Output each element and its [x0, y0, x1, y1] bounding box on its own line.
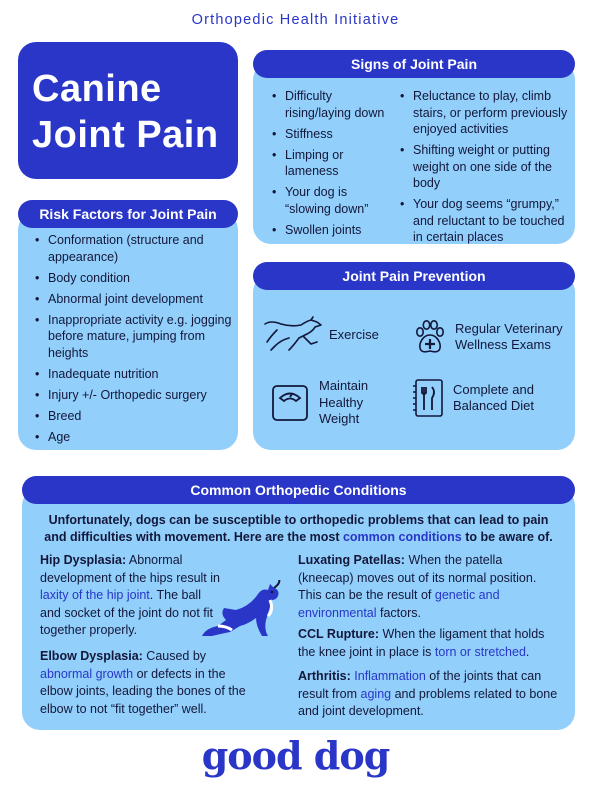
aging-link[interactable]: aging [360, 686, 392, 701]
vet-label: Regular Veterinary Wellness Exams [455, 320, 563, 352]
patella-link[interactable]: genetic and environmental [298, 588, 500, 620]
signs-card [253, 62, 575, 244]
elbow-dysplasia-title: Elbow Dysplasia: [40, 649, 143, 663]
list-item: • Body condition [34, 270, 232, 287]
hip-dysplasia-text: Hip Dysplasia: Abnormal development of the hips result in laxity of the hip joint. The ball and socket of the joint do not fit together properly. [40, 553, 220, 637]
list-item: • Age [34, 429, 232, 446]
title-banner [18, 42, 238, 179]
title-line-2: Joint Pain [32, 114, 219, 156]
risk-heading: Risk Factors for Joint Pain [18, 200, 238, 228]
prevention-weight [271, 378, 379, 428]
initiative-label: Orthopedic Health Initiative [191, 12, 400, 28]
weight-label: Maintain Healthy Weight [319, 378, 369, 426]
prevention-diet [413, 378, 545, 418]
list-item: • Conformation (structure and appearance) [34, 232, 232, 265]
ccl-rupture-title: CCL Rupture: [298, 627, 380, 641]
list-item: • Your dog is “slowing down” [271, 184, 391, 217]
ccl-link[interactable]: torn or stretched [434, 644, 526, 659]
signs-list-left [271, 88, 391, 243]
elbow-dysplasia-text: Elbow Dysplasia: Caused by abnormal growth or defects in the elbow joints, leading the bones of the elbow to not “fit together” well. [40, 649, 246, 716]
hip-link[interactable]: laxity of the hip joint [40, 588, 150, 602]
list-item: • Limping or lameness [271, 147, 391, 180]
paw-cross-icon [411, 318, 449, 356]
prevention-heading: Joint Pain Prevention [253, 262, 575, 290]
conditions-intro: Unfortunately, dogs can be susceptible to orthopedic problems that can lead to pain and difficulties with movement. Here are the most common conditions to be aware of. [44, 513, 553, 544]
list-item: • Inadequate nutrition [34, 366, 232, 383]
list-item: • Abnormal joint development [34, 291, 232, 308]
list-item: • Inappropriate activity e.g. jogging before mature, jumping from heights [34, 312, 232, 362]
luxating-patellas-text: Luxating Patellas: When the patella (kneecap) moves out of its normal position. This can be the result of genetic and environmental factors. [298, 553, 537, 620]
common-conditions-link[interactable]: common conditions [342, 530, 462, 544]
scale-icon [271, 384, 309, 422]
list-item: • Breed [34, 408, 232, 425]
good-dog-logo: good dog [201, 733, 390, 778]
prevention-vet [411, 318, 571, 356]
arthritis-title: Arthritis: [298, 669, 351, 683]
prevention-exercise [263, 316, 379, 354]
conditions-heading: Common Orthopedic Conditions [22, 476, 575, 504]
list-item: • Stiffness [271, 126, 391, 143]
running-dog-icon [263, 316, 325, 354]
hip-dysplasia-title: Hip Dysplasia: [40, 553, 127, 567]
list-item: • Swollen joints [271, 222, 391, 239]
ccl-rupture-text: CCL Rupture: When the ligament that holds the knee joint in place is torn or stretched. [298, 627, 545, 659]
arthritis-text: Arthritis: Inflammation of the joints that can result from aging and problems related to bone and joint development. [298, 669, 558, 718]
risk-card [18, 212, 238, 450]
diet-label: Complete and Balanced Diet [453, 381, 534, 413]
luxating-patellas-title: Luxating Patellas: [298, 553, 405, 567]
conditions-card [22, 488, 575, 730]
title-line-1: Canine [32, 68, 162, 110]
list-item: • Reluctance to play, climb stairs, or perform previously enjoyed activities [399, 88, 569, 138]
inflammation-link[interactable]: Inflammation [354, 669, 426, 683]
menu-utensils-icon [413, 378, 445, 418]
risk-list [34, 232, 232, 450]
exercise-label: Exercise [329, 326, 379, 342]
signs-heading: Signs of Joint Pain [253, 50, 575, 78]
list-item: • Your dog seems “grumpy,” and reluctant to be touched in certain places [399, 196, 569, 244]
list-item: • Shifting weight or putting weight on one side of the body [399, 142, 569, 192]
stretching-dog-icon [196, 580, 282, 642]
signs-list-right [399, 88, 569, 244]
list-item: • Difficulty rising/laying down [271, 88, 391, 121]
prevention-card [253, 274, 575, 450]
elbow-link[interactable]: abnormal growth [40, 666, 134, 681]
list-item: • Injury +/- Orthopedic surgery [34, 387, 232, 404]
